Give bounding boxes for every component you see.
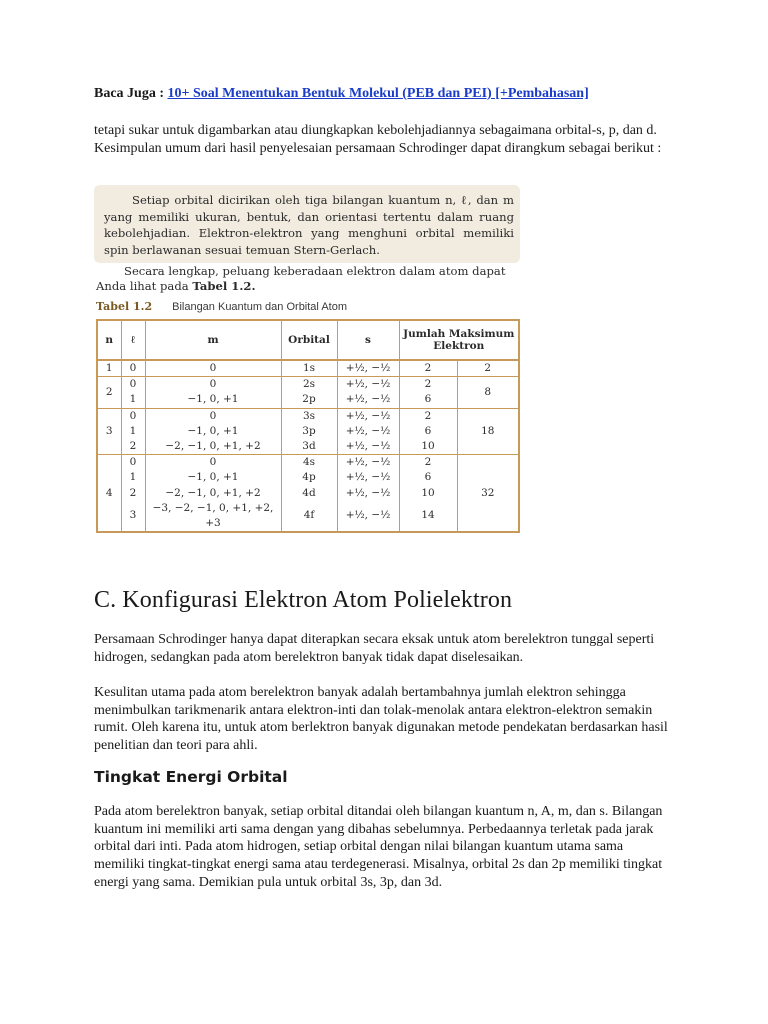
- table-caption: [96, 300, 347, 313]
- cell-orbital: 4d: [281, 486, 337, 501]
- header-max-electrons: Jumlah Maksimum Elektron: [399, 320, 519, 360]
- cell-n: 3: [97, 408, 121, 455]
- cell-total: 8: [457, 377, 519, 408]
- cell-max: 2: [399, 455, 457, 471]
- table-row: [97, 470, 519, 485]
- cell-m: 0: [145, 360, 281, 377]
- cell-total: 32: [457, 455, 519, 533]
- cell-s: +½, −½: [337, 408, 399, 424]
- cell-orbital: 3s: [281, 408, 337, 424]
- cell-s: +½, −½: [337, 455, 399, 471]
- cell-s: +½, −½: [337, 424, 399, 439]
- cell-max: 2: [399, 408, 457, 424]
- cell-m: −1, 0, +1: [145, 470, 281, 485]
- subheading-energy-levels: Tingkat Energi Orbital: [94, 768, 288, 786]
- table-row: [97, 486, 519, 501]
- table-reference-text: Secara lengkap, peluang keberadaan elektron dalam atom dapat Anda lihat pada: [96, 264, 506, 293]
- cell-l: 0: [121, 455, 145, 471]
- cell-orbital: 3p: [281, 424, 337, 439]
- cell-l: 2: [121, 439, 145, 455]
- paragraph-multi-electron: Kesulitan utama pada atom berelektron banyak adalah bertambahnya jumlah elektron sehingga menimbulkan tarikmenarik antara elektron-inti dan tolak-menolak antara elektron-elektron semakin rumit. Oleh karena itu, untuk atom berlektron banyak digunakan metode pendekatan berdasarkan hasil penelitian dan teori para ahli.: [94, 685, 668, 754]
- table-reference-link: Tabel 1.2.: [192, 278, 256, 293]
- section-heading: C. Konfigurasi Elektron Atom Polielektron: [94, 587, 513, 613]
- table-row: [97, 439, 519, 455]
- summary-box: [94, 185, 520, 263]
- cell-s: +½, −½: [337, 377, 399, 393]
- cell-m: 0: [145, 455, 281, 471]
- quantum-number-table: [96, 319, 520, 533]
- cell-m: −3, −2, −1, 0, +1, +2, +3: [145, 501, 281, 532]
- cell-n: 2: [97, 377, 121, 408]
- cell-l: 1: [121, 424, 145, 439]
- table-row: [97, 455, 519, 471]
- paragraph-schrodinger: Persamaan Schrodinger hanya dapat diterapkan secara eksak untuk atom berelektron tunggal seperti hidrogen, sedangkan pada atom berelektron banyak tidak dapat diselesaikan.: [94, 632, 655, 665]
- article-top: [94, 84, 674, 157]
- textbook-excerpt-image: [94, 185, 520, 567]
- related-article-link[interactable]: 10+ Soal Menentukan Bentuk Molekul (PEB dan PEI) [+Pembahasan]: [167, 86, 589, 101]
- baca-juga-line: [94, 84, 674, 104]
- cell-orbital: 4f: [281, 501, 337, 532]
- cell-l: 3: [121, 501, 145, 532]
- cell-m: 0: [145, 408, 281, 424]
- cell-l: 0: [121, 408, 145, 424]
- cell-max: 10: [399, 486, 457, 501]
- baca-juga-prefix: Baca Juga :: [94, 86, 164, 101]
- cell-max: 6: [399, 470, 457, 485]
- table-row: [97, 360, 519, 377]
- cell-orbital: 3d: [281, 439, 337, 455]
- cell-max: 14: [399, 501, 457, 532]
- cell-s: +½, −½: [337, 392, 399, 408]
- intro-paragraph: tetapi sukar untuk digambarkan atau diungkapkan kebolehjadiannya sebagaimana orbital-s, p, dan d. Kesimpulan umum dari hasil penyelesaian persamaan Schrodinger dapat dirangkum sebagai berikut :: [94, 123, 662, 156]
- cell-orbital: 4p: [281, 470, 337, 485]
- table-row: [97, 501, 519, 532]
- cell-max: 6: [399, 392, 457, 408]
- summary-box-text: Setiap orbital dicirikan oleh tiga bilangan kuantum n, ℓ, dan m yang memiliki ukuran, bentuk, dan orientasi tertentu dalam ruang kebolehjadian. Elektron-elektron yang menghuni orbital memiliki spin berlawanan sesuai temuan Stern-Gerlach.: [104, 193, 514, 257]
- cell-s: +½, −½: [337, 501, 399, 532]
- cell-m: −1, 0, +1: [145, 424, 281, 439]
- cell-l: 0: [121, 360, 145, 377]
- cell-orbital: 2p: [281, 392, 337, 408]
- cell-s: +½, −½: [337, 470, 399, 485]
- cell-m: −2, −1, 0, +1, +2: [145, 439, 281, 455]
- cell-l: 2: [121, 486, 145, 501]
- table-row: [97, 408, 519, 424]
- header-m: m: [145, 320, 281, 360]
- table-row: [97, 392, 519, 408]
- table-number: Tabel 1.2: [96, 300, 153, 313]
- paragraph-energy-levels: Pada atom berelektron banyak, setiap orbital ditandai oleh bilangan kuantum n, A, m, dan s. Bilangan kuantum ini memiliki arti sama dengan yang dibahas sebelumnya. Perbedaannya terletak pada jarak orbital dari inti. Pada atom hidrogen, setiap orbital dengan nilai bilangan kuantum utama sama memiliki tingkat-tingkat energi sama atau terdegenerasi. Misalnya, orbital 2s dan 2p memiliki tingkat energi yang sama. Demikian pula untuk orbital 3s, 3p, dan 3d.: [94, 804, 663, 890]
- table-reference-paragraph: [96, 264, 516, 293]
- header-l: ℓ: [121, 320, 145, 360]
- cell-s: +½, −½: [337, 439, 399, 455]
- cell-total: 18: [457, 408, 519, 455]
- cell-l: 1: [121, 470, 145, 485]
- cell-l: 1: [121, 392, 145, 408]
- table-header-row: [97, 320, 519, 360]
- header-orbital: Orbital: [281, 320, 337, 360]
- cell-orbital: 1s: [281, 360, 337, 377]
- cell-max: 10: [399, 439, 457, 455]
- cell-s: +½, −½: [337, 360, 399, 377]
- table-row: [97, 377, 519, 393]
- table-body: [97, 360, 519, 532]
- cell-n: 4: [97, 455, 121, 533]
- table-row: [97, 424, 519, 439]
- cell-l: 0: [121, 377, 145, 393]
- cell-orbital: 4s: [281, 455, 337, 471]
- cell-total: 2: [457, 360, 519, 377]
- cell-max: 6: [399, 424, 457, 439]
- cell-n: 1: [97, 360, 121, 377]
- cell-s: +½, −½: [337, 486, 399, 501]
- cell-m: −2, −1, 0, +1, +2: [145, 486, 281, 501]
- cell-orbital: 2s: [281, 377, 337, 393]
- cell-max: 2: [399, 377, 457, 393]
- header-s: s: [337, 320, 399, 360]
- cell-max: 2: [399, 360, 457, 377]
- cell-m: −1, 0, +1: [145, 392, 281, 408]
- header-n: n: [97, 320, 121, 360]
- cell-m: 0: [145, 377, 281, 393]
- table-title: Bilangan Kuantum dan Orbital Atom: [172, 301, 347, 313]
